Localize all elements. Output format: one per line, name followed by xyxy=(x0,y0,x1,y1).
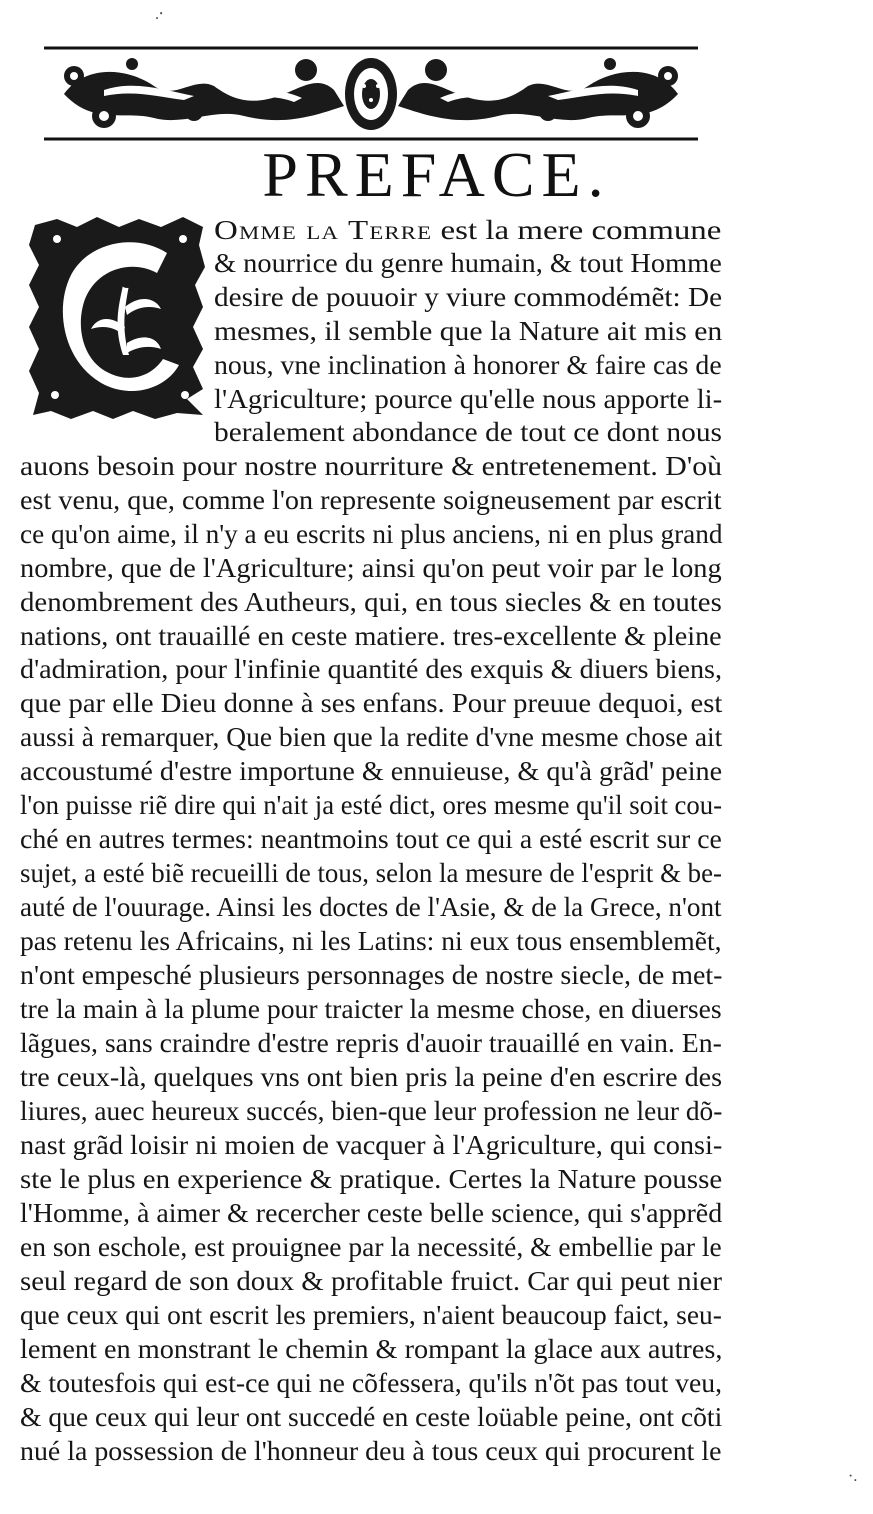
headpiece-ornament-icon xyxy=(44,46,698,142)
body-line: beralement abondance de tout ce dont nous xyxy=(214,416,722,447)
body-line: ce qu'on aime, il n'y a eu escrits ni plus anciens, ni en plus grand xyxy=(20,518,723,549)
body-line: liures, auec heureux succés, bien-que leur profession ne leur dõ- xyxy=(20,1095,723,1126)
body-line: ste le plus en experience & pratique. Certes la Nature pousse xyxy=(20,1163,723,1194)
body-line: l'Agriculture; pource qu'elle nous apporte li- xyxy=(214,383,723,414)
body-line: & que ceux qui leur ont succedé en ceste loüable peine, ont cõti xyxy=(20,1401,723,1432)
body-line: & toutesfois qui est-ce qui ne cõfessera, qu'ils n'õt pas tout veu, xyxy=(20,1367,723,1398)
body-line: est venu, que, comme l'on represente soigneusement par escrit xyxy=(20,484,722,515)
body-line: pas retenu les Africains, ni les Latins: ni eux tous ensemblemẽt, xyxy=(20,925,722,956)
page-title: PREFACE. xyxy=(262,139,611,210)
body-line: que par elle Dieu donne à ses enfans. Pour preuue dequoi, est xyxy=(20,687,723,718)
body-line: & nourrice du genre humain, & tout Homme xyxy=(214,247,722,278)
page-speck: .⸱ xyxy=(155,6,164,23)
body-line: ché en autres termes: neantmoins tout ce qui a esté escrit sur ce xyxy=(20,823,722,854)
body-line: nué la possession de l'honneur deu à tous ceux qui procurent le xyxy=(20,1435,722,1466)
body-line: nations, ont trauaillé en ceste matiere. tres-excellente & pleine xyxy=(20,620,722,651)
body-line: sujet, a esté biẽ recueilli de tous, selon la mesure de l'esprit & be- xyxy=(20,857,722,888)
body-line: n'ont empesché plusieurs personnages de nostre siecle, de met- xyxy=(20,959,723,990)
body-line: tre ceux-là, quelques vns ont bien pris la peine d'en escrire des xyxy=(20,1061,723,1092)
body-line: nombre, que de l'Agriculture; ainsi qu'on peut voir par le long xyxy=(20,552,722,583)
body-line-first: Omme la Terre est la mere commune xyxy=(214,214,722,245)
body-line: auté de l'ouurage. Ainsi les doctes de l'Asie, & de la Grece, n'ont xyxy=(20,891,722,922)
body-line: auons besoin pour nostre nourriture & entretenement. D'où xyxy=(20,450,722,481)
body-line: desire de pouuoir y viure commodémẽt: De xyxy=(214,281,723,312)
body-line: en son eschole, est prouignee par la necessité, & embellie par le xyxy=(20,1231,722,1262)
body-line: d'admiration, pour l'infinie quantité des exquis & diuers biens, xyxy=(20,653,723,684)
body-line: aussi à remarquer, Que bien que la redite d'vne mesme chose ait xyxy=(20,721,723,752)
page-speck: ·. xyxy=(848,1468,858,1485)
ornamental-headpiece xyxy=(44,46,698,142)
body-line: accoustumé d'estre importune & ennuieuse, & qu'à grãd' peine xyxy=(20,755,723,786)
body-line: lement en monstrant le chemin & rompant la glace aux autres, xyxy=(20,1333,723,1364)
body-line: nast grãd loisir ni moien de vacquer à l'Agriculture, qui consi- xyxy=(20,1129,723,1160)
decorated-initial-c xyxy=(27,215,207,420)
body-line: denombrement des Autheurs, qui, en tous siecles & en toutes xyxy=(20,586,722,617)
body-line: mesmes, il semble que la Nature ait mis en xyxy=(214,315,723,346)
body-line: tre la main à la plume pour traicter la mesme chose, en diuerses xyxy=(20,993,722,1024)
drop-cap-c-icon xyxy=(27,215,207,420)
body-line: lãgues, sans craindre d'estre repris d'auoir trauaillé en vain. En- xyxy=(20,1027,722,1058)
body-line: l'Homme, à aimer & recercher ceste belle science, qui s'apprẽd xyxy=(20,1197,723,1228)
body-line: nous, vne inclination à honorer & faire cas de xyxy=(214,349,722,380)
body-line: l'on puisse riẽ dire qui n'ait ja esté dict, ores mesme qu'il soit cou- xyxy=(20,789,723,820)
body-line: seul regard de son doux & profitable fruict. Car qui peut nier xyxy=(20,1265,722,1296)
body-line: que ceux qui ont escrit les premiers, n'aient beaucoup faict, seu- xyxy=(20,1299,722,1330)
